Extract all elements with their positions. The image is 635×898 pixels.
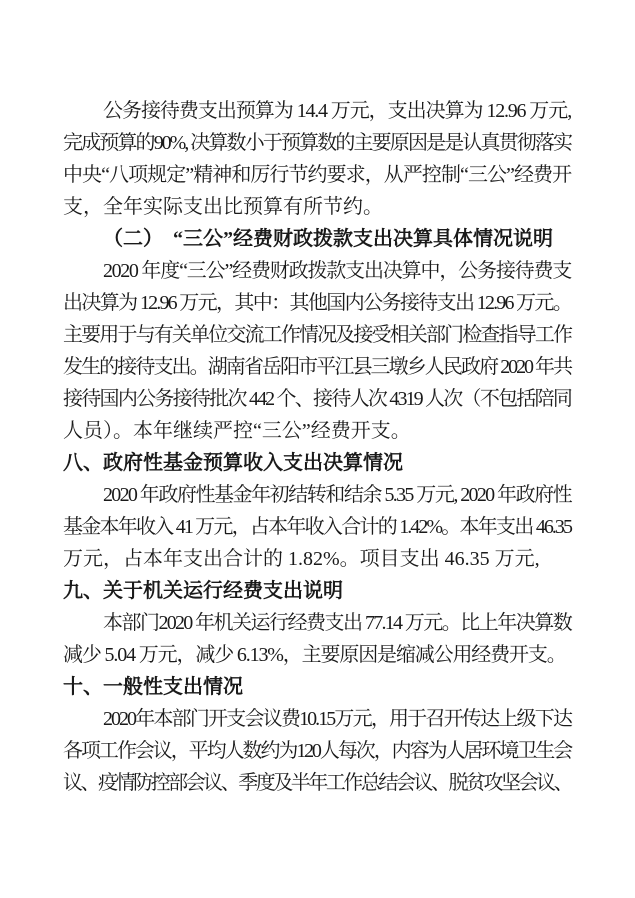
text-line: 主要用于与有关单位交流工作情况及接受相关部门检查指导工作 — [63, 324, 571, 346]
paragraph-government-funds-budget — [63, 479, 571, 575]
text-line: 本部门2020 年机关运行经费支出 77.14 万元。比上年决算数 — [103, 612, 571, 634]
text-line: 2020 年度“三公”经费财政拨款支出决算中，公务接待费支 — [103, 260, 571, 282]
text-line: 万元，占本年支出合计的 1.82%。项目支出 46.35 万元, — [63, 548, 540, 570]
paragraph-operating-expenses — [63, 607, 571, 671]
paragraph-official-reception-summary — [63, 95, 571, 223]
text-line: 发生的接待支出。湖南省岳阳市平江县三墩乡人民政府 2020 年共 — [63, 356, 571, 378]
text-line: 减少 5.04 万元，减少 6.13%，主要原因是缩减公用经费开支。 — [63, 644, 566, 666]
text-line: 公务接待费支出预算为 14.4 万元，支出决算为 12.96 万元, — [103, 100, 571, 122]
paragraph-three-public-expenditure-detail — [63, 255, 571, 447]
text-line: 人员）。本年继续严控“三公”经费开支。 — [63, 420, 411, 442]
text-line: 完成预算的90%, 决算数小于预算数的主要原因是是认真贯彻落实 — [63, 132, 571, 154]
text-line: 各项工作会议，平均人数约为120人每次，内容为人居环境卫生会 — [63, 740, 571, 762]
heading-section-8-government-funds: 八、政府性基金预算收入支出决算情况 — [63, 452, 403, 474]
text-line: 议、疫情防控部会议、季度及半年工作总结会议、脱贫攻坚会议、 — [63, 772, 571, 794]
text-line: 出决算为 12.96 万元，其中：其他国内公务接待支出 12.96 万元。 — [63, 292, 571, 314]
paragraph-general-expenditure — [63, 703, 571, 799]
text-line: 支，全年实际支出比预算有所节约。 — [63, 196, 383, 218]
text-line: 2020 年政府性基金年初结转和结余 5.35 万元, 2020 年政府性 — [103, 484, 571, 506]
heading-section-9-operating-expenses: 九、关于机关运行经费支出说明 — [63, 580, 343, 602]
text-line: 2020年本部门开支会议费10.15万元，用于召开传达上级下达 — [103, 708, 571, 730]
text-line: 中央“八项规定”精神和厉行节约要求，从严控制“三公”经费开 — [63, 164, 571, 186]
text-line: 接待国内公务接待批次 442 个、接待人次 4319 人次（不包括陪同 — [63, 388, 571, 410]
text-line: 基金本年收入 41 万元，占本年收入合计的 1.42%。本年支出 46.35 — [63, 516, 571, 538]
heading-section-10-general-expenditure: 十、一般性支出情况 — [63, 676, 243, 698]
heading-section-2-three-public-funds: （二） “三公”经费财政拨款支出决算具体情况说明 — [103, 228, 553, 250]
